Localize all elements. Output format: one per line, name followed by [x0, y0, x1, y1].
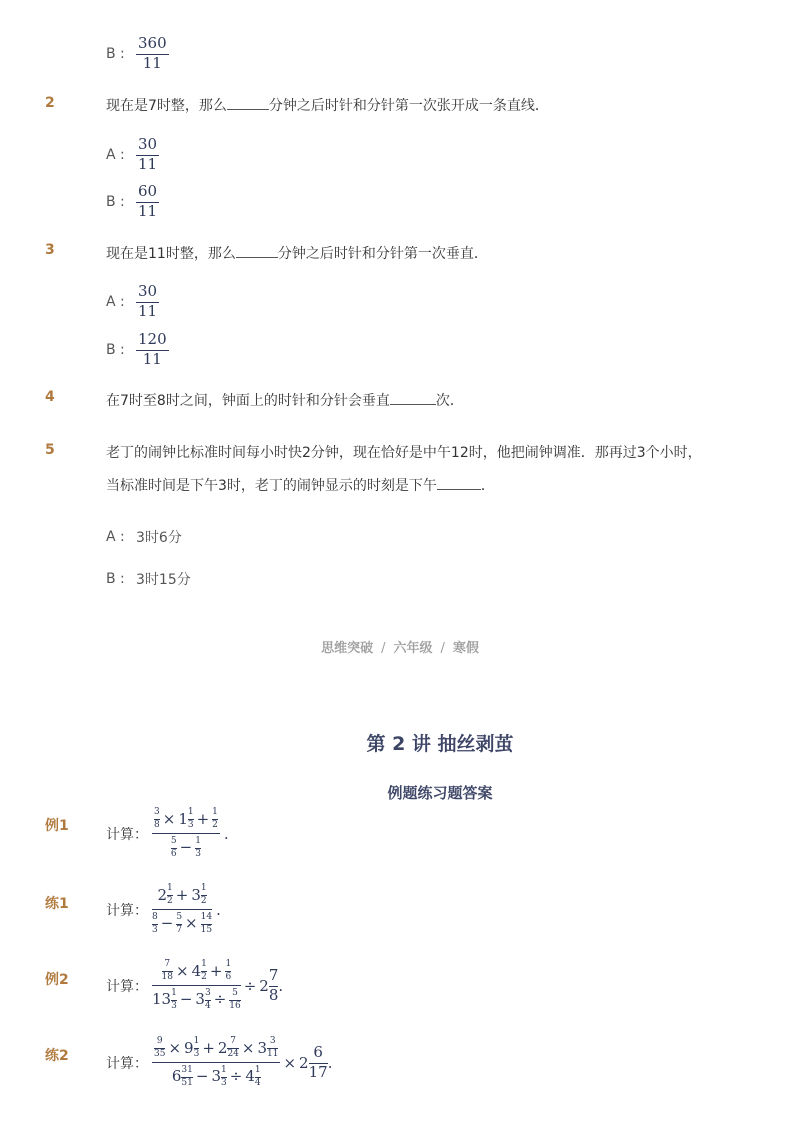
q5-option-b[interactable]	[106, 569, 191, 589]
option-label: B :	[106, 45, 125, 62]
example-label: 练1	[45, 896, 69, 912]
q2-option-a[interactable]	[106, 137, 159, 173]
q2-option-b[interactable]	[106, 184, 159, 220]
main-fraction: $\frac{9}{35}$ × 9 $\frac{1}{3}$ + 2 $\frac{7}{24}$ × 3 $\frac{3}{11}$ 6 $\frac{31}{51}$ − 3 $\frac{1}{3}$ ÷ 4 $\frac{1}{4}$	[154, 1036, 279, 1089]
option-label: A :	[106, 293, 125, 310]
option-label: A :	[106, 529, 125, 545]
example-2-expression: 计算： $\frac{7}{18}$ × 4 $\frac{1}{2}$ + $\frac{1}{6}$ 13 $\frac{1}{3}$ − 3 $\frac{3}{4}$ ÷ $\frac{5}{16}$ ÷ 2 $\frac{7}{8}$ .	[106, 959, 284, 1012]
question-text: 现在是11时整，那么 分钟之后时针和分针第一次垂直．	[106, 246, 488, 262]
answer-blank[interactable]	[390, 404, 436, 405]
option-label: A :	[106, 146, 125, 163]
question-number: 5	[45, 442, 55, 458]
practice-2-expression: 计算： $\frac{9}{35}$ × 9 $\frac{1}{3}$ + 2 $\frac{7}{24}$ × 3 $\frac{3}{11}$ 6 $\frac{31}{51}$ − 3 $\frac{1}{3}$ ÷ 4 $\frac{1}{4}$ × 2 $\frac{6}{17}$ .	[106, 1036, 333, 1089]
answer-blank[interactable]	[437, 489, 481, 490]
question-text-line2: 当标准时间是下午3时，老丁的闹钟显示的时刻是下午 ．	[106, 478, 495, 494]
example-label: 例1	[45, 818, 69, 834]
option-fraction: $\frac{360}{11}$	[138, 34, 167, 72]
option-label: B :	[106, 193, 125, 210]
main-fraction: 2 $\frac{1}{2}$ + 3 $\frac{1}{2}$ $\frac{8}{3}$ − $\frac{5}{7}$ × $\frac{14}{15}$	[152, 883, 213, 936]
practice-1-expression: 计算： 2 $\frac{1}{2}$ + 3 $\frac{1}{2}$ $\frac{8}{3}$ − $\frac{5}{7}$ × $\frac{14}{15}$ .	[106, 883, 221, 936]
q3-option-b[interactable]	[106, 332, 169, 368]
main-fraction: $\frac{3}{8}$ × 1 $\frac{1}{3}$ + $\frac{1}{2}$ $\frac{5}{6}$ − $\frac{1}{3}$	[154, 807, 218, 860]
answer-blank[interactable]	[236, 257, 278, 258]
option-label: B :	[106, 571, 125, 587]
section-subtitle: 例题练习题答案	[387, 784, 493, 802]
question-text: 在7时至8时之间，钟面上的时针和分针会垂直 次．	[106, 393, 464, 409]
option-label: B :	[106, 341, 125, 358]
option-fraction: $\frac{30}{11}$	[138, 135, 158, 173]
q3-option-a[interactable]	[106, 284, 159, 320]
lecture-title: 第 2 讲 抽丝剥茧	[366, 733, 514, 755]
example-1-expression: 计算： $\frac{3}{8}$ × 1 $\frac{1}{3}$ + $\frac{1}{2}$ $\frac{5}{6}$ − $\frac{1}{3}$ .	[106, 807, 229, 860]
example-label: 例2	[45, 972, 69, 988]
question-text: 现在是7时整，那么 分钟之后时针和分针第一次张开成一条直线．	[106, 98, 549, 114]
option-text: 3时6分	[136, 530, 182, 546]
question-text: 老丁的闹钟比标准时间每小时快2分钟，现在恰好是中午12时，他把闹钟调准．那再过3个小时，	[106, 445, 702, 461]
option-fraction: $\frac{30}{11}$	[138, 282, 158, 320]
page-footer: 思维突破 / 六年级 / 寒假	[321, 641, 479, 656]
option-text: 3时15分	[136, 572, 191, 588]
question-number: 2	[45, 95, 55, 111]
q5-option-a[interactable]	[106, 527, 182, 547]
question-number: 4	[45, 389, 55, 405]
question-number: 3	[45, 242, 55, 258]
main-fraction: $\frac{7}{18}$ × 4 $\frac{1}{2}$ + $\frac{1}{6}$ 13 $\frac{1}{3}$ − 3 $\frac{3}{4}$ ÷ $\frac{5}{16}$	[152, 959, 241, 1012]
answer-blank[interactable]	[227, 109, 269, 110]
q1-option-b[interactable]	[106, 36, 169, 72]
option-fraction: $\frac{120}{11}$	[138, 330, 167, 368]
example-label: 练2	[45, 1048, 69, 1064]
option-fraction: $\frac{60}{11}$	[138, 182, 158, 220]
